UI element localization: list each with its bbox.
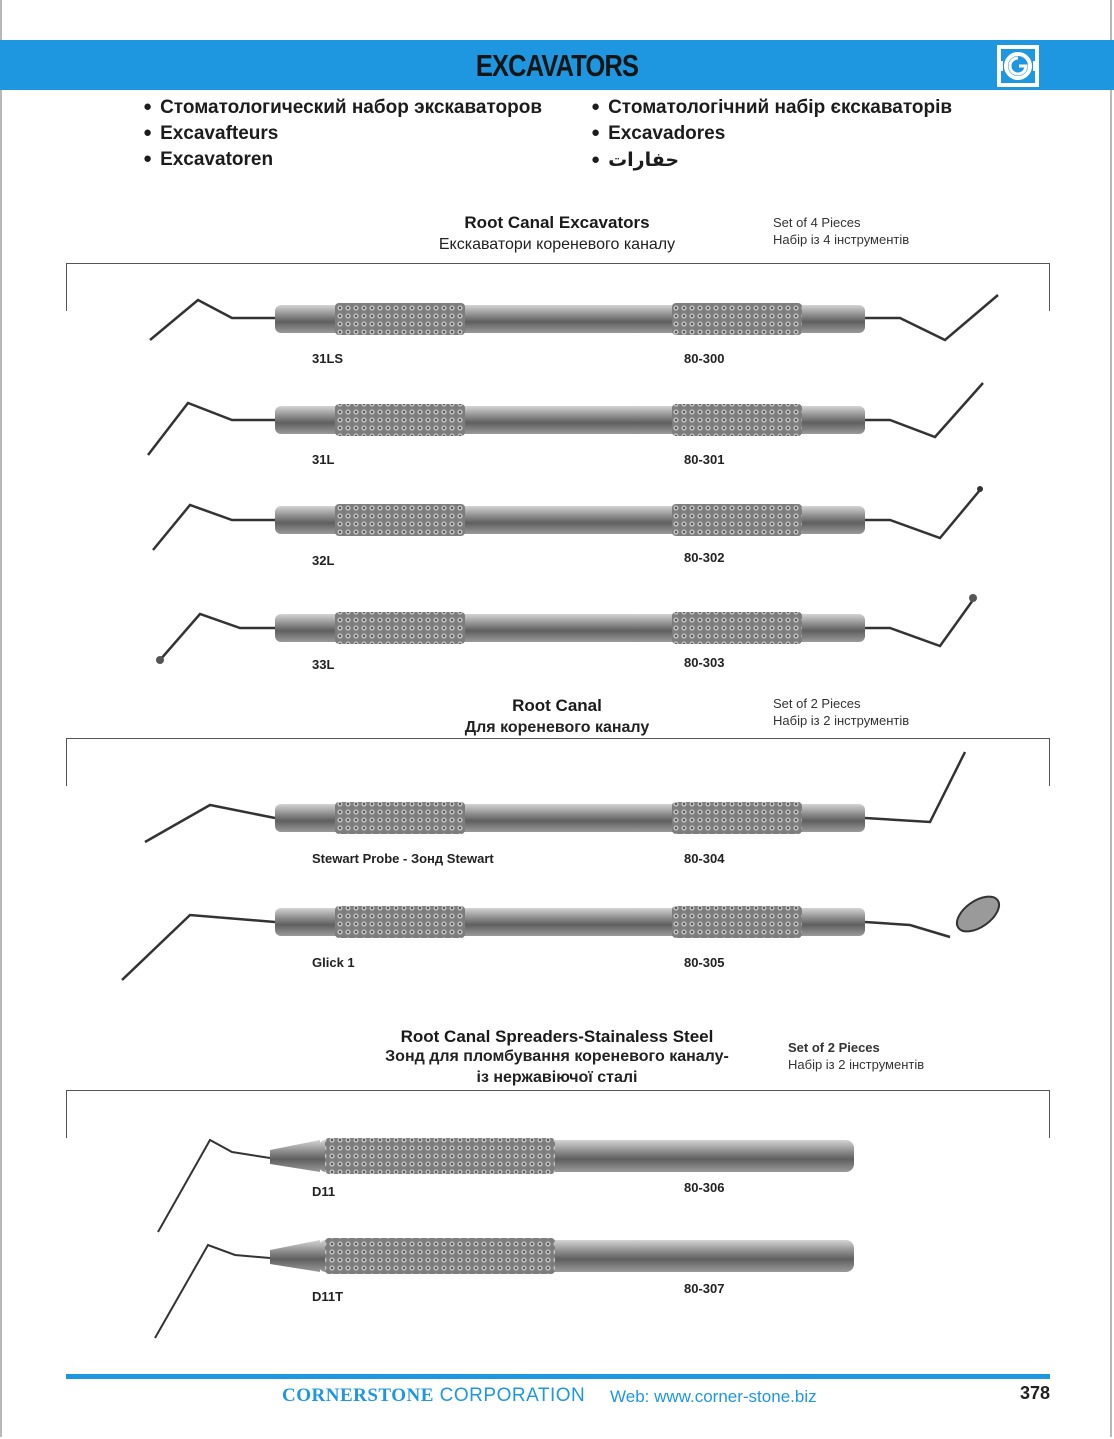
item-code: 80-306 [684, 1180, 725, 1195]
item-name: D11 [312, 1184, 336, 1199]
instrument-31ls-illustration [150, 295, 998, 340]
item-name: Glick 1 [312, 955, 355, 970]
instrument-31l-illustration [148, 383, 983, 455]
section-subtitle: Зонд для пломбування кореневого каналу- [385, 1048, 729, 1065]
footer-divider [66, 1374, 1050, 1379]
page-title: EXCAVATORS [475, 48, 639, 83]
footer-brand: CORNERSTONE CORPORATION [282, 1385, 586, 1406]
language-item: ● Excavatoren [143, 149, 274, 170]
language-item: ● Стоматологічний набір єкскаваторів [591, 97, 953, 118]
item-name: 32L [312, 553, 335, 568]
instrument-d11-illustration [158, 1138, 854, 1232]
instrument-32l-illustration [153, 486, 983, 550]
section-subtitle: Для кореневого каналу [464, 719, 650, 736]
item-code: 80-302 [684, 550, 725, 565]
section-subtitle: Екскаватори кореневого каналу [438, 236, 676, 253]
set-note: Set of 4 Pieces Набір із 4 інструментів [773, 215, 910, 247]
instrument-d11t-illustration [155, 1238, 854, 1338]
page-number: 378 [1020, 1383, 1051, 1403]
instrument-glick-illustration [122, 890, 1005, 980]
section-title: Root Canal [512, 696, 602, 715]
section-title: Root Canal Spreaders-Stainaless Steel [400, 1027, 714, 1046]
language-item: ● Excavadores [591, 123, 726, 144]
item-code: 80-300 [684, 351, 725, 366]
item-name: 31L [312, 452, 335, 467]
language-item: ● Стоматологический набор экскаваторов [143, 97, 543, 118]
language-item: ● Excavafteurs [143, 123, 279, 144]
section-subtitle: із нержавіючої сталі [476, 1069, 638, 1086]
item-name: D11T [312, 1289, 344, 1304]
item-name: 33L [312, 657, 335, 672]
language-item: ● حفارات [591, 150, 680, 171]
item-code: 80-305 [684, 955, 725, 970]
item-code: 80-307 [684, 1281, 725, 1296]
section-title: Root Canal Excavators [464, 213, 650, 232]
item-name: 31LS [312, 351, 344, 366]
item-code: 80-304 [684, 851, 725, 866]
item-code: 80-303 [684, 655, 725, 670]
footer-website-link[interactable]: Web: www.corner-stone.biz [610, 1387, 817, 1406]
instrument-33l-illustration [156, 594, 977, 664]
set-note: Set of 2 Pieces Набір із 2 інструментів [788, 1040, 925, 1072]
item-name: Stewart Probe - Зонд Stewart [312, 851, 494, 866]
set-note: Set of 2 Pieces Набір із 2 інструментів [773, 696, 910, 728]
item-code: 80-301 [684, 452, 725, 467]
instrument-stewart-probe-illustration [145, 752, 965, 842]
